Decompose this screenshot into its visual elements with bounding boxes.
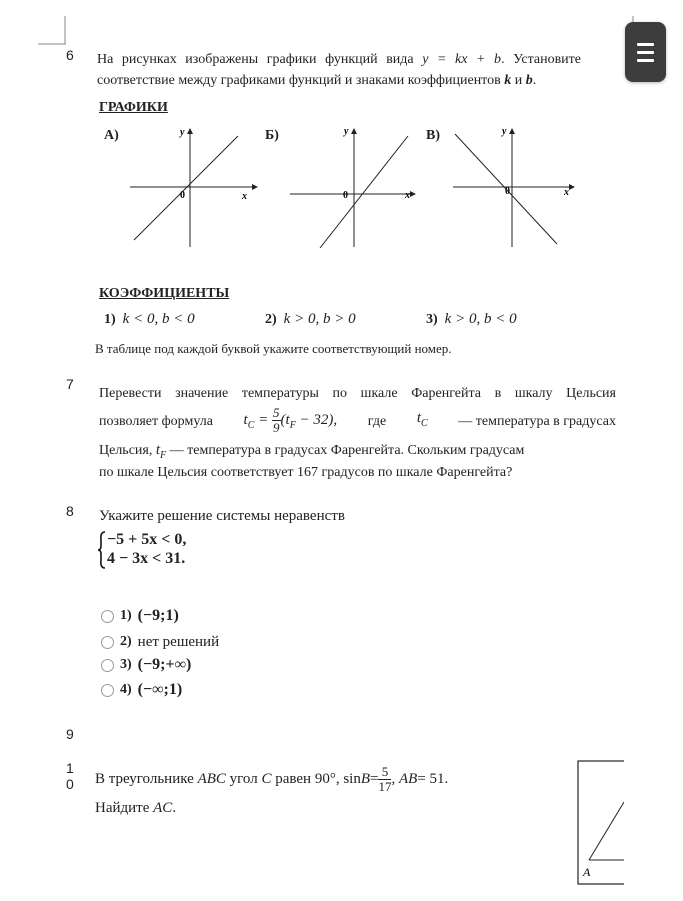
hamburger-menu-icon: [637, 43, 654, 46]
y-axis-label: y: [502, 126, 507, 137]
radio-button[interactable]: [101, 659, 114, 672]
hamburger-menu-icon-bar: [637, 59, 654, 62]
function-line: [134, 136, 238, 240]
x-axis-label: x: [242, 191, 247, 202]
page-corner-mark: [38, 16, 68, 46]
y-axis-arrow: [351, 128, 357, 134]
radio-button[interactable]: [101, 684, 114, 697]
graphs-heading: ГРАФИКИ: [99, 100, 168, 115]
y-axis-label: y: [180, 127, 185, 138]
system-line-2: 4 − 3x < 31.: [107, 550, 186, 567]
x-axis-arrow: [410, 191, 416, 197]
question-number: 6: [66, 47, 74, 63]
question-text: На рисунках изображены графики функций вида y = kx + b. Установите соответствие между графиками функций и знаками коэффициентов k и b.: [97, 52, 582, 88]
origin-label: 0: [343, 190, 348, 201]
graph-b: [282, 122, 422, 252]
y-axis-arrow: [509, 128, 515, 134]
radio-button[interactable]: [101, 636, 114, 649]
question-number: 9: [66, 726, 74, 742]
coefficient-option-3: 3) k > 0, b < 0: [426, 311, 517, 327]
function-line: [320, 136, 408, 248]
y-axis-label: y: [344, 126, 349, 137]
answer-option-4[interactable]: 4) (−∞;1): [101, 679, 182, 701]
question-number: 8: [66, 503, 74, 519]
q10-line-2: Найдите AC.: [95, 800, 177, 816]
radio-button[interactable]: [101, 610, 114, 623]
answer-option-2[interactable]: 2) нет решений: [101, 631, 219, 653]
q7-line-3: Цельсия, $t_F$ — температура в градусах Фаренгейта. Скольким градусам: [99, 442, 525, 461]
q7-line-1: Перевести значение температуры по шкале Фаренгейта в шкалу Цельсия: [99, 386, 616, 401]
answer-option-3[interactable]: 3) (−9;+∞): [101, 654, 191, 676]
x-axis-label: x: [564, 187, 569, 198]
triangle-figure: [577, 760, 624, 886]
graph-a: [120, 122, 260, 252]
origin-label: 0: [180, 190, 185, 201]
menu-button[interactable]: [625, 22, 666, 82]
x-axis-arrow: [569, 184, 575, 190]
system-brace: [97, 531, 107, 569]
q7-line-4: по шкале Цельсия соответствует 167 градусов по шкале Фаренгейта?: [99, 465, 513, 480]
coefficient-option-2: 2) k > 0, b > 0: [265, 311, 356, 327]
q6-instruction: В таблице под каждой буквой укажите соответствующий номер.: [95, 341, 452, 356]
question-number: 7: [66, 376, 74, 392]
graph-c: [445, 122, 585, 252]
coefficient-option-1: 1) k < 0, b < 0: [104, 311, 195, 327]
q8-prompt: Укажите решение системы неравенств: [99, 508, 345, 524]
q10-line-1: В треугольнике ABC угол C равен 90°, sin B = $\frac{5}{17}$ , AB = 51.: [95, 763, 449, 794]
origin-label: 0: [505, 186, 510, 197]
graph-label-c: В): [426, 128, 440, 143]
graph-label-b: Б): [265, 128, 279, 143]
q7-line-2: позволяет формула $t_C$ = $\frac{5}{9}$ $(t_F - 32)$, где $t_C$ — температура в градусах: [99, 405, 616, 436]
graph-label-a: А): [104, 128, 119, 143]
vertex-label-a: A: [583, 865, 591, 879]
answer-option-1[interactable]: 1) (−9;1): [101, 605, 179, 627]
hamburger-menu-icon-bar: [637, 51, 654, 54]
y-axis-arrow: [187, 128, 193, 134]
question-number: 1 0: [66, 760, 74, 792]
x-axis-label: x: [405, 190, 410, 201]
system-line-1: −5 + 5x < 0,: [107, 531, 187, 548]
coefficients-heading: КОЭФФИЦИЕНТЫ: [99, 286, 230, 301]
x-axis-arrow: [252, 184, 258, 190]
